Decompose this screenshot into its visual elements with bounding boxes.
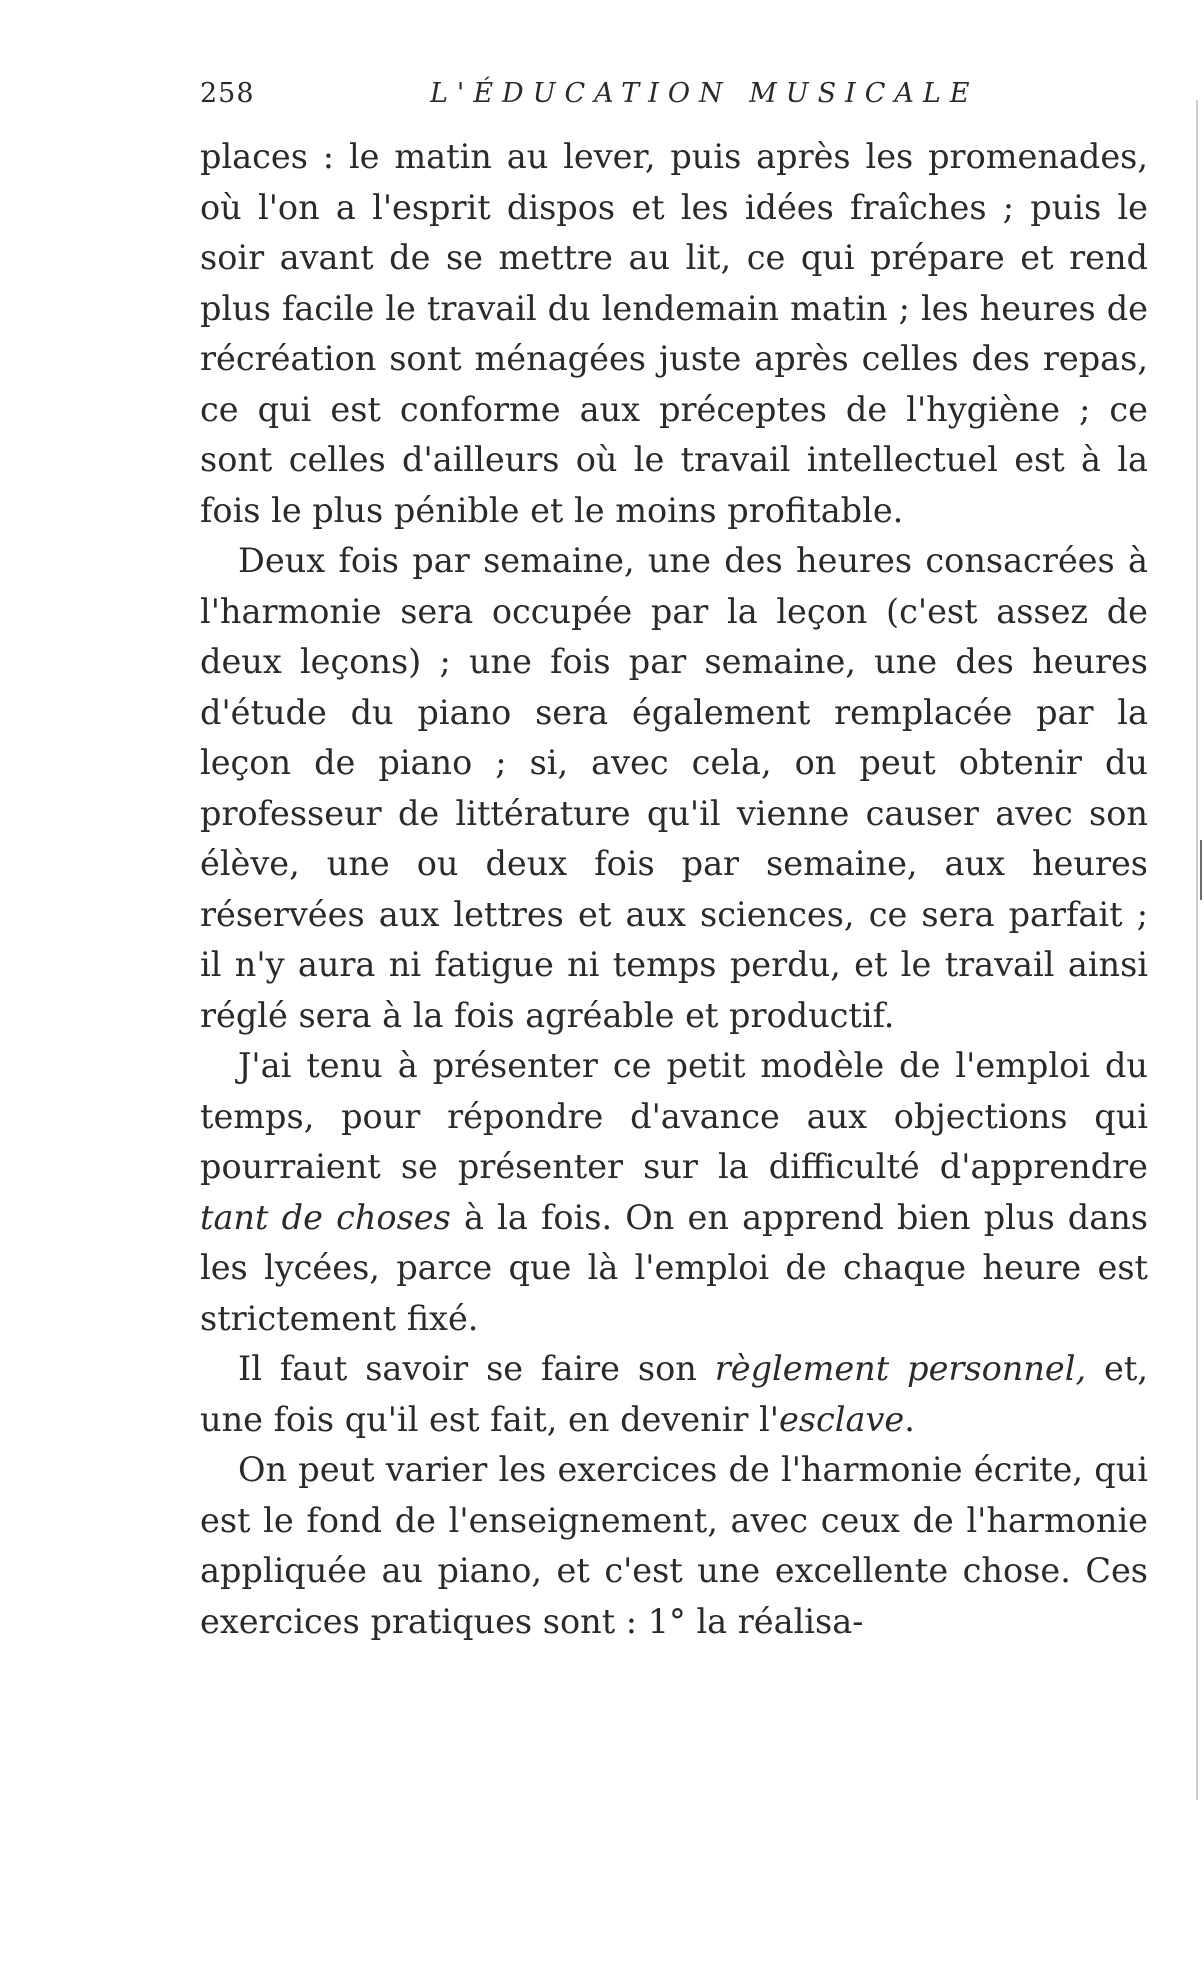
italic-phrase: règlement personnel, (714, 1349, 1087, 1388)
page-edge-shadow (1196, 100, 1198, 1800)
paragraph-5 (200, 1445, 1148, 1647)
paragraph-text: places : le matin au lever, puis après les promenades, où l'on a l'esprit dispos et les idées fraîches ; puis le soir avant de se mettre au lit, ce qui prépare et rend plus facile le travail du lendemain matin ; les heures de récréation sont ménagées juste après celles des repas, ce qui est conforme aux préceptes de l'hygiène ; ce sont celles d'ailleurs où le travail intellectuel est à la fois le plus pénible et le moins profitable. (200, 137, 1148, 530)
paragraph-4 (200, 1344, 1148, 1445)
page-header (200, 74, 1160, 114)
page-number: 258 (200, 78, 255, 109)
paragraph-text: . (904, 1399, 915, 1439)
paragraph-text: et, une fois qu'il est fait, en devenir l' (200, 1349, 1148, 1439)
paragraph-1 (200, 132, 1148, 536)
paragraph-text: J'ai tenu à présenter ce petit modèle de l'emploi du temps, pour répondre d'avance aux objections qui pourraient se présenter sur la difficulté d'apprendre (200, 1046, 1148, 1186)
body-text (200, 132, 1148, 1647)
paragraph-3 (200, 1041, 1148, 1344)
paragraph-text: On peut varier les exercices de l'harmonie écrite, qui est le fond de l'enseignement, avec ceux de l'harmonie appliquée au piano, et c'est une excellente chose. Ces exercices pratiques sont : 1° la réalisa- (200, 1450, 1148, 1641)
page-edge-mark (1200, 840, 1202, 900)
italic-phrase: esclave (778, 1399, 905, 1439)
paragraph-text: Il faut savoir se faire son (238, 1349, 715, 1388)
paragraph-text: à la fois. On en apprend bien plus dans les lycées, parce que là l'emploi de chaque heure est strictement fixé. (200, 1197, 1148, 1338)
paragraph-text: Deux fois par semaine, une des heures consacrées à l'harmonie sera occupée par la leçon (c'est assez de deux leçons) ; une fois par semaine, une des heures d'étude du piano sera également remplacée par la leçon de piano ; si, avec cela, on peut obtenir du professeur de littérature qu'il vienne causer avec son élève, une ou deux fois par semaine, aux heures réservées aux lettres et aux sciences, ce sera parfait ; il n'y aura ni fatigue ni temps perdu, et le travail ainsi réglé sera à la fois agréable et productif. (200, 541, 1148, 1035)
running-title: L'ÉDUCATION MUSICALE (430, 78, 979, 109)
paragraph-2 (200, 536, 1148, 1041)
italic-phrase: tant de choses (200, 1197, 451, 1237)
